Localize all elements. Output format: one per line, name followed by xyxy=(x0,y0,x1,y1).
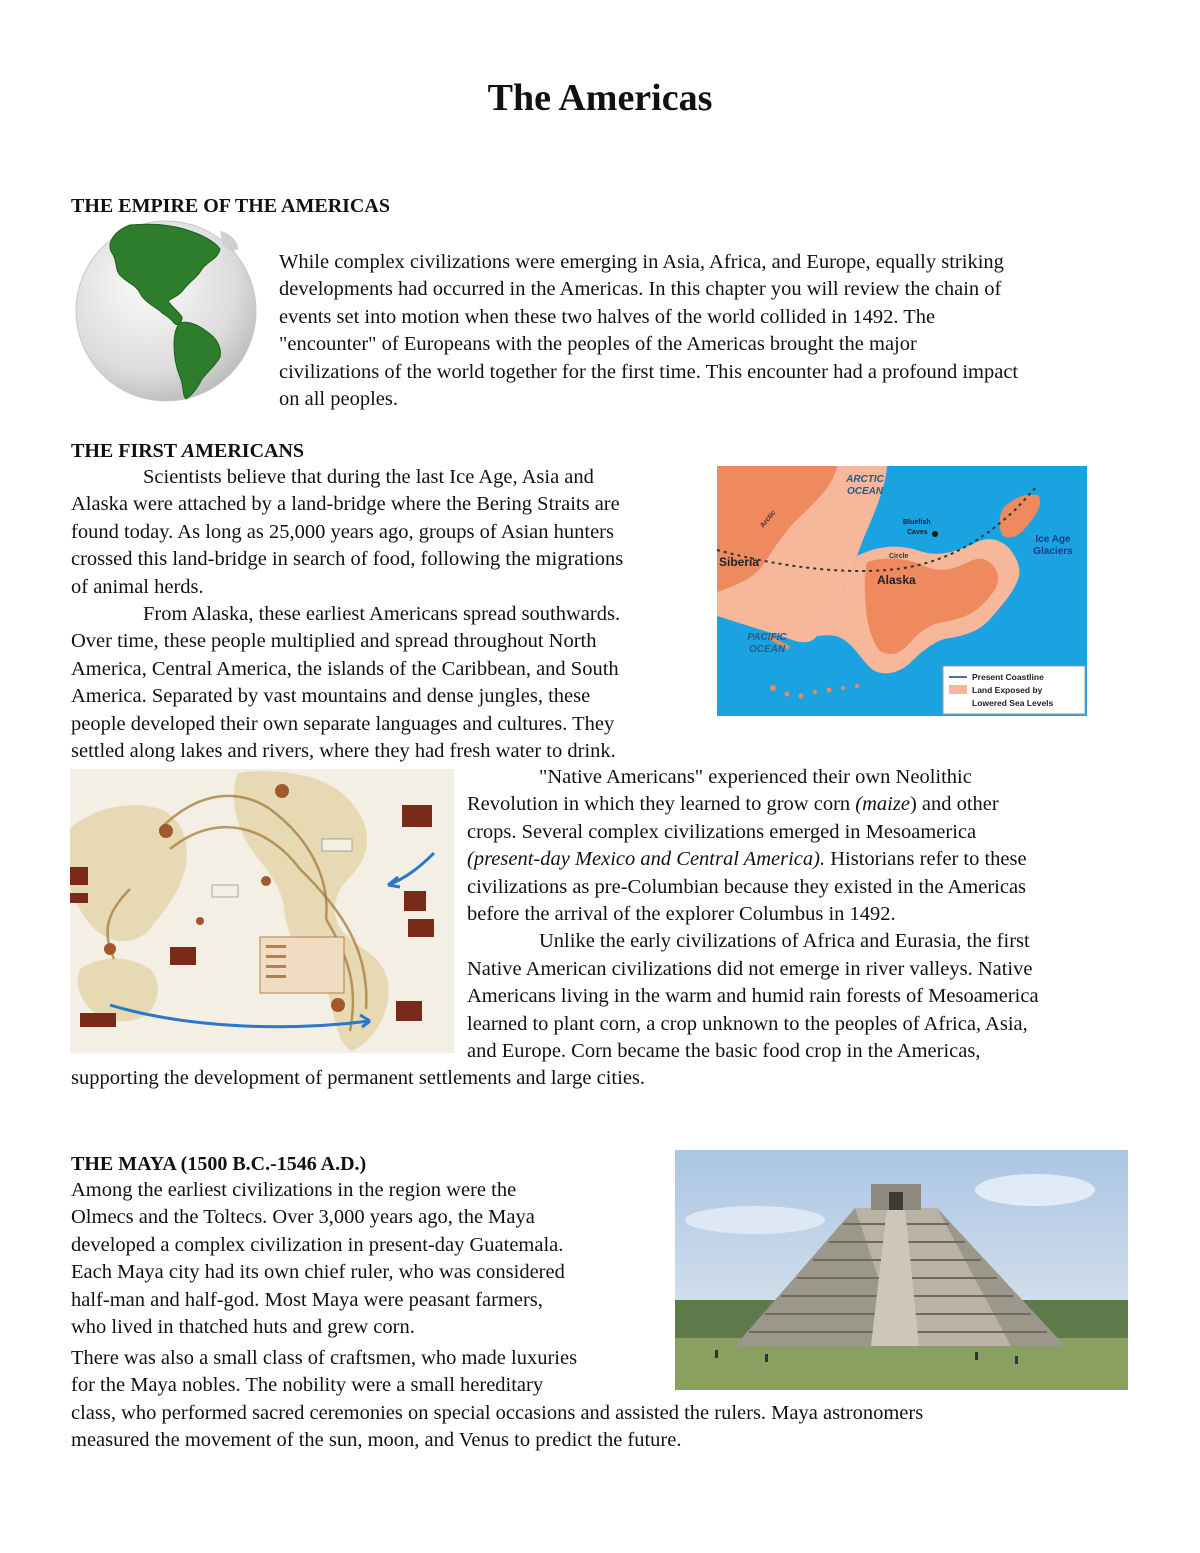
text-line: civilizations of the world together for the first time. This encounter had a profound impact xyxy=(279,360,1019,383)
map-label: Glaciers xyxy=(1033,546,1073,557)
text-line: While complex civilizations were emerging in Asia, Africa, and Europe, equally striking xyxy=(279,251,1004,273)
map-label: Caves xyxy=(907,529,928,536)
globe-image xyxy=(70,219,258,403)
maya-paragraph-2-continued: class, who performed sacred ceremonies on special occasions and assisted the rulers. Maya astronomers measured the movement of the sun, moon, and Venus to predict the future. xyxy=(71,1402,924,1452)
map-label: Siberia xyxy=(719,555,760,569)
text-line: developments had occurred in the Americas. In this chapter you will review the chain of xyxy=(279,278,1002,301)
first-americans-paragraphs: Scientists believe that during the last Ice Age, Asia and Alaska were attached by a land-bridge where the Bering Straits are found today. As long as 25,000 years ago, groups of Asian hunters crossed this land-bridge in search of food, following the migrations of animal herds. From Alaska, these earliest Americans spread southwards. Over time, these people multiplied and spread throughout North America, Central America, the islands of the Caribbean, and South America. Separated by vast mountains and dense jungles, these people developed their own separate languages and cultures. They settled along lakes and rivers, where they had fresh water to drink. xyxy=(71,466,624,763)
map-label: PACIFIC xyxy=(747,632,787,643)
text-line: "encounter" of Europeans with the peoples of the Americas brought the major xyxy=(279,333,917,356)
map-label: Bluefish xyxy=(903,519,931,526)
text-line: events set into motion when these two halves of the world collided in 1492. The xyxy=(279,305,936,328)
section-heading-empire: THE EMPIRE OF THE AMERICAS xyxy=(71,195,390,217)
section-heading-maya: THE MAYA (1500 B.C.-1546 A.D.) xyxy=(71,1153,367,1175)
page-title: The Americas xyxy=(487,77,713,119)
map-label: Alaska xyxy=(877,573,916,587)
legend-label: Land Exposed by xyxy=(972,685,1043,695)
migration-world-map xyxy=(70,769,454,1053)
map-label: OCEAN xyxy=(748,644,786,655)
map-label: Arctic xyxy=(759,509,778,530)
maya-paragraph-1: Among the earliest civilizations in the region were the Olmecs and the Toltecs. Over 3,000 years ago, the Maya developed a complex civilization in present-day Guatemala. Each Maya city had its own chief ruler, who was considered half-man and half-god. Most Maya were peasant farmers, who lived in thatched huts and grew corn. xyxy=(71,1179,565,1339)
pyramid-photo xyxy=(675,1150,1128,1390)
legend-label: Lowered Sea Levels xyxy=(972,698,1054,708)
bering-land-bridge-map xyxy=(717,466,1087,716)
maya-paragraph-2: There was also a small class of craftsmen, who made luxuries for the Maya nobles. The nobility were a small hereditary xyxy=(71,1347,578,1397)
map-label: ARCTIC xyxy=(846,474,884,485)
map-label: Circle xyxy=(889,553,909,560)
text-line: supporting the development of permanent settlements and large cities. xyxy=(71,1067,646,1089)
empire-paragraph xyxy=(279,249,1159,413)
map-label: Ice Age xyxy=(1035,534,1071,545)
legend-label: Present Coastline xyxy=(972,672,1044,682)
section-heading-first-americans: THE FIRST AMERICANS xyxy=(71,440,305,462)
native-americans-paragraphs: "Native Americans" experienced their own Neolithic Revolution in which they learned to grow corn (maize) and other crops. Several complex civilizations emerged in Mesoamerica (present-day Mexico and Central America). Historians refer to these civilizations as pre-Columbian because they existed in the Americas before the arrival of the explorer Columbus in 1492. Unlike the early civilizations of Africa and Eurasia, the first Native American civilizations did not emerge in river valleys. Native Americans living in the warm and humid rain forests of Mesoamerica learned to plant corn, a crop unknown to the peoples of Africa, Asia, and Europe. Corn became the basic food crop in the Americas, xyxy=(467,766,1039,1063)
text-line: on all peoples. xyxy=(279,388,398,411)
map-label: OCEAN xyxy=(846,486,884,497)
